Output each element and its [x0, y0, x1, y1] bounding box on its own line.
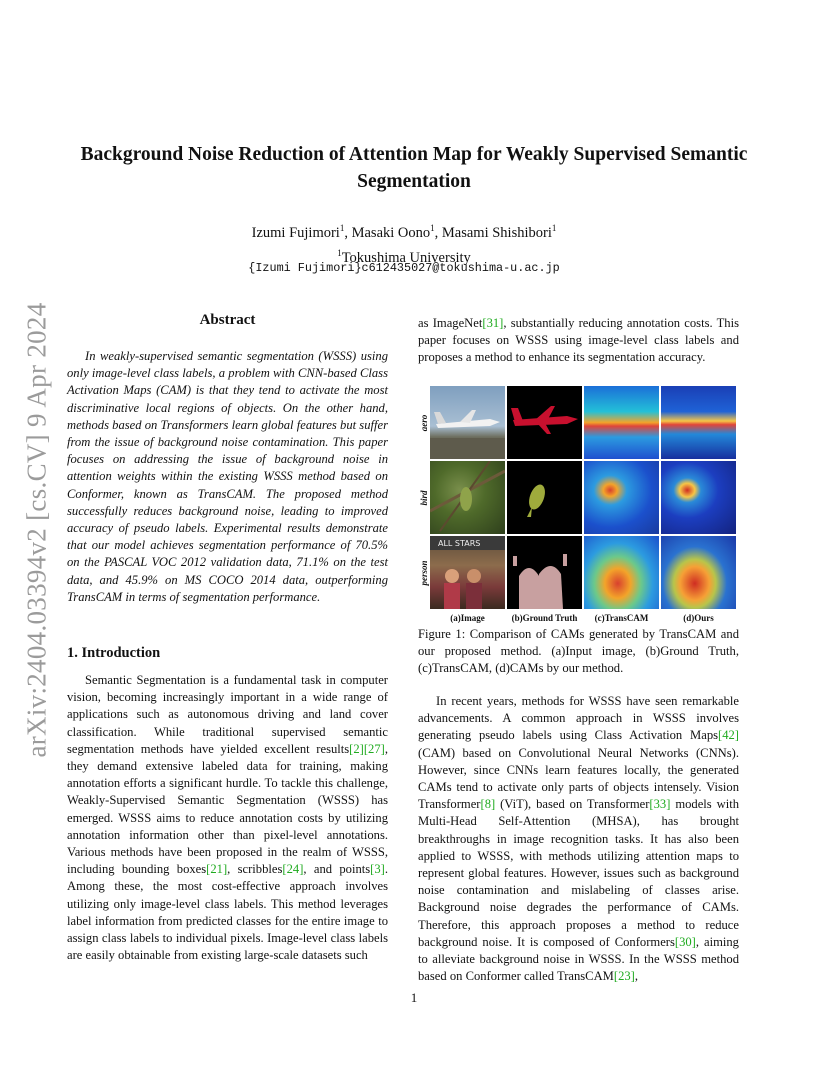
- citation-link[interactable]: [8]: [480, 797, 496, 812]
- author-email: {Izumi Fujimori}c612435027@tokushima-u.ac.jp: [248, 261, 560, 275]
- introduction-heading: 1. Introduction: [67, 645, 161, 661]
- title-line-2: Segmentation: [357, 171, 471, 192]
- author-name: Masaki Oono: [351, 224, 431, 241]
- author-name: Izumi Fujimori: [251, 224, 340, 241]
- aero-ours-map: [661, 386, 736, 459]
- svg-text:ALL STARS: ALL STARS: [438, 539, 481, 548]
- citation-link[interactable]: [21]: [206, 862, 228, 877]
- bird-ours-map: [661, 461, 736, 534]
- row-label-person: person: [419, 559, 429, 586]
- aero-transcam-map: [584, 386, 659, 459]
- citation-link[interactable]: [3]: [370, 862, 385, 877]
- aero-ground-truth: [507, 386, 582, 459]
- citation-link[interactable]: [31]: [482, 316, 504, 330]
- col-label: (a)Image: [450, 613, 485, 623]
- citation-link[interactable]: [24]: [282, 862, 304, 877]
- right-paragraph-1: as ImageNet[31], substantially reducing annotation costs. This paper focuses on WSSS using image-level class labels and proposes a method to enhance its segmentation accuracy.: [418, 316, 739, 365]
- arxiv-sidebar-stamp: arXiv:2404.03394v2 [cs.CV] 9 Apr 2024: [21, 302, 52, 758]
- aero-input-image: [430, 386, 505, 459]
- row-label-aero: aero: [419, 414, 429, 431]
- affiliation: $^1$Tokushima University: [337, 247, 471, 266]
- row-label-bird: bird: [419, 489, 429, 506]
- paper-title: [60, 141, 768, 195]
- person-ground-truth: [507, 536, 582, 609]
- citation-link[interactable]: [33]: [649, 797, 671, 812]
- citation-link[interactable]: [30]: [674, 934, 696, 949]
- col-label: (b)Ground Truth: [511, 613, 578, 623]
- right-paragraph-2: In recent years, methods for WSSS have seen remarkable advancements. A common approach in WSSS involves generating pseudo labels using Class Activation Maps[42] (CAM) based on Convolutional Neural Networks (CNNs). However, since CNNs learn features locally, the generated CAMs tend to activate only parts of objects intensely. Vision Transformer[8] (ViT), based on Transformer[33] models with Multi-Head Self-Attention (MHSA), has brought breakthroughs in image recognition tasks. It has also been applied to WSSS, with methods utilizing attention maps to represent global features. However, issues such as background noise contamination and mislabeling of classes arise. Background noise degrades the performance of CAMs. Therefore, this approach proposes a method to reduce background noise. It is composed of Conformers[30], aiming to alleviate background noise in WSSS. In the WSSS method based on Conformer called TransCAM[23],: [418, 694, 739, 984]
- author-list: Izumi Fujimori$^1$, Masaki Oono$^1$, Masami Shishibori$^1$: [251, 223, 557, 241]
- figure-caption: Figure 1: Comparison of CAMs generated by TransCAM and our proposed method. (a)Input image, (b)Ground Truth, (c)TransCAM, (d)CAMs by our method.: [418, 627, 739, 676]
- author-name: Masami Shishibori: [441, 224, 552, 241]
- citation-link[interactable]: [42]: [718, 728, 739, 743]
- abstract-heading: Abstract: [199, 312, 256, 328]
- title-line-1: Background Noise Reduction of Attention Map for Weakly Supervised Semantic: [80, 144, 748, 165]
- person-input-image: [430, 536, 505, 609]
- figure-1: [418, 386, 738, 612]
- bird-ground-truth: [507, 461, 582, 534]
- person-transcam-map: [584, 536, 659, 609]
- abstract-text: In weakly-supervised semantic segmentation (WSSS) using only image-level class labels, a problem with CNN-based Class Activation Maps (CAM) is that they tend to activate the most discriminative local regions of objects. On the other hand, methods based on Transformers learn global features but suffer from the issue of background noise contamination. This paper focuses on addressing the issue of background noise in attention weights within the existing WSSS method based on Conformer, known as TransCAM. The proposed method successfully reduces background noise, leading to improved accuracy of pseudo labels. Experimental results demonstrate that our model achieves segmentation performance of 70.5% on the PASCAL VOC 2012 validation data, 71.1% on the test data, and 45.9% on MS COCO 2014 data, outperforming TransCAM in terms of segmentation performance.: [67, 349, 388, 604]
- citation-link[interactable]: [27]: [363, 741, 385, 756]
- bird-transcam-map: [584, 461, 659, 534]
- page-number: 1: [410, 990, 418, 1005]
- person-ours-map: [661, 536, 736, 609]
- figure-column-labels: [430, 613, 738, 625]
- col-label: (c)TransCAM: [594, 613, 649, 623]
- col-label: (d)Ours: [683, 613, 714, 623]
- bird-input-image: [430, 461, 505, 534]
- citation-link[interactable]: [23]: [613, 969, 635, 984]
- introduction-paragraph: Semantic Segmentation is a fundamental task in computer vision, becoming increasingly important in a wide range of applications such as autonomous driving and land cover classification. While traditional supervised semantic segmentation methods have yielded excellent results[2][27], they demand extensive labeled data for training, making annotation efforts a significant hurdle. To tackle this challenge, Weakly-Supervised Semantic Segmentation (WSSS) has emerged. WSSS aims to reduce annotation costs by utilizing annotation information other than pixel-level annotations. Various methods have been proposed in the realm of WSSS, including bounding boxes[21], scribbles[24], and points[3]. Among these, the most cost-effective approach involves utilizing only image-level class labels. This method leverages label information from predicted classes for the entire image to assign class labels to individual pixels. Image-level class labels are easily obtainable from existing large-scale datasets such: [67, 673, 388, 963]
- citation-link[interactable]: [2]: [349, 741, 364, 756]
